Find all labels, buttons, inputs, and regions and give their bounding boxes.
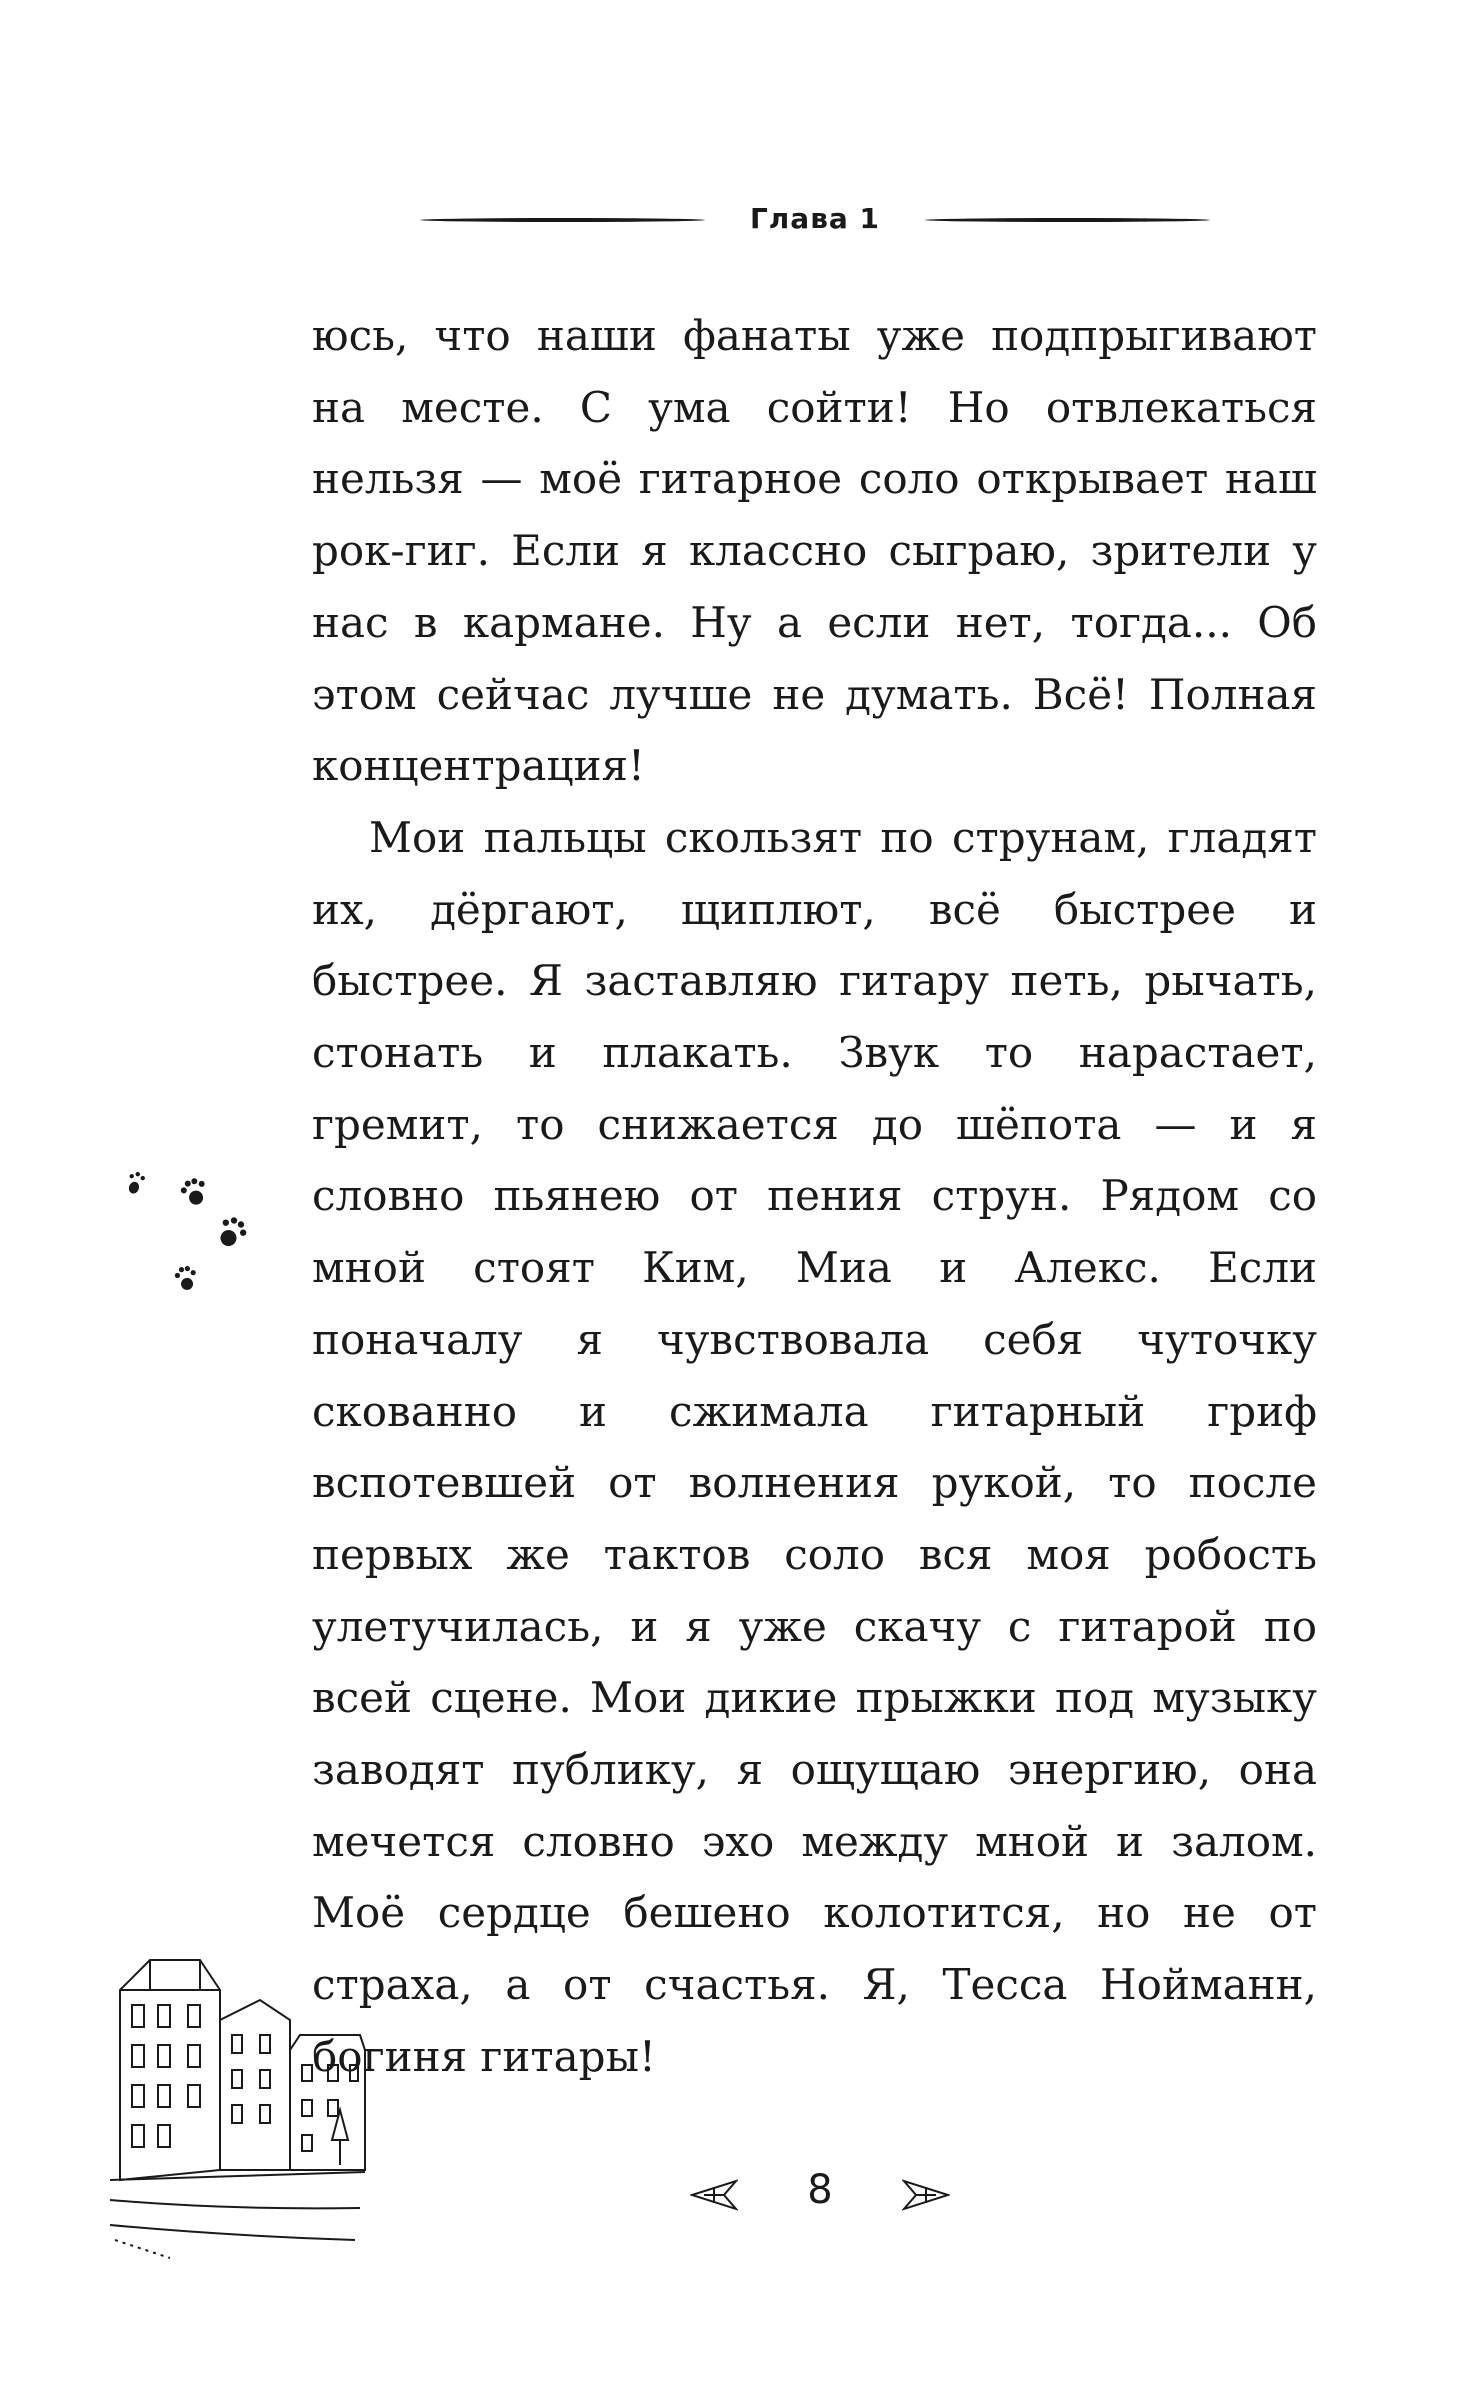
diamond-ornament-icon — [902, 2179, 950, 2211]
town-sketch-icon — [110, 1940, 370, 2260]
body-text — [312, 300, 1317, 2093]
paw-prints-icon — [120, 1160, 270, 1310]
header-rule-right — [925, 218, 1210, 222]
header-rule-left — [420, 218, 705, 222]
page-folio — [690, 2165, 950, 2225]
paragraph-2: Мои пальцы скользят по струнам, гладят их, дёргают, щиплют, всё быстрее и быстрее. Я заставляю гитару петь, рычать, стонать и плакать. Звук то нарастает, гремит, то снижается до шёпота — и я словно пьянею от пения струн. Рядом со мной стоят Ким, Миа и Алекс. Если поначалу я чувствовала себя чуточку скованно и сжимала гитарный гриф вспотевшей от волнения рукой, то после первых же тактов соло вся моя робость улетучилась, и я уже скачу с гитарой по всей сцене. Мои дикие прыжки под музыку заводят публику, я ощущаю энергию, она мечется словно эхо между мной и залом. Моё сердце бешено колотится, но не от страха, а от счастья. Я, Тесса Нойманн, богиня гитары! — [312, 812, 1317, 2081]
page-number: 8 — [807, 2167, 833, 2213]
paragraph-1: юсь, что наши фанаты уже подпрыгивают на месте. С ума сойти! Но отвлекаться нельзя — моё гитарное соло открывает наш рок-гиг. Если я классно сыграю, зрители у нас в кармане. Ну а если нет, тогда... Об этом сейчас лучше не думать. Всё! Полная концентрация! — [312, 311, 1317, 791]
chapter-title: Глава 1 — [749, 202, 881, 235]
chapter-header — [420, 196, 1210, 246]
diamond-ornament-icon — [690, 2179, 738, 2211]
